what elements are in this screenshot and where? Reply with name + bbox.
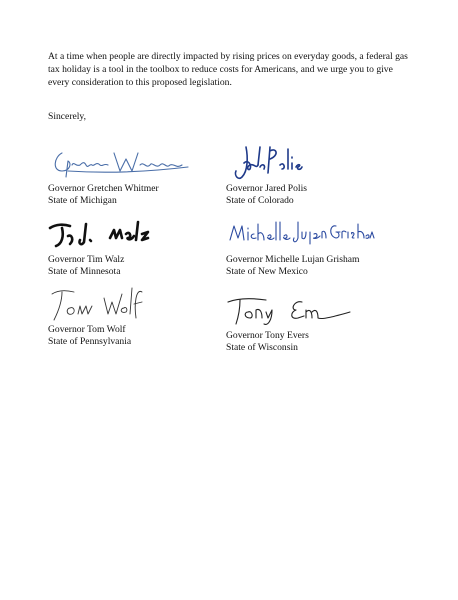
signature-block-polis — [226, 143, 416, 207]
closing-salutation: Sincerely, — [48, 111, 87, 122]
signature-lujan-grisham — [226, 214, 376, 254]
signatory-name: Governor Tim Walz — [48, 254, 125, 265]
signatory-state: State of Pennsylvania — [48, 336, 132, 347]
signature-evers — [226, 290, 376, 330]
signature-walz — [48, 214, 198, 254]
signature-whitmer — [48, 143, 198, 183]
signatory-name: Governor Jared Polis — [226, 183, 307, 194]
signatory-name: Governor Michelle Lujan Grisham — [226, 254, 360, 265]
signatory-name: Governor Gretchen Whitmer — [48, 183, 159, 194]
signature-wolf — [48, 284, 198, 324]
signatory-state: State of Colorado — [226, 195, 294, 206]
signature-block-whitmer — [48, 143, 238, 207]
signature-block-lujan-grisham — [226, 214, 416, 278]
signatory-state: State of Minnesota — [48, 266, 121, 277]
signatory-state: State of Wisconsin — [226, 342, 298, 353]
signature-block-evers — [226, 290, 416, 354]
signatory-state: State of New Mexico — [226, 266, 308, 277]
signature-block-wolf — [48, 284, 238, 348]
letter-paragraph: At a time when people are directly impacted by rising prices on everyday goods, a federal gas tax holiday is a tool in the toolbox to reduce costs for Americans, and we urge you to give every consideration to this proposed legislation. — [48, 51, 408, 88]
signatory-state: State of Michigan — [48, 195, 117, 206]
signature-polis — [226, 143, 376, 183]
signatory-name: Governor Tony Evers — [226, 330, 309, 341]
signatory-name: Governor Tom Wolf — [48, 324, 126, 335]
signature-block-walz — [48, 214, 238, 278]
